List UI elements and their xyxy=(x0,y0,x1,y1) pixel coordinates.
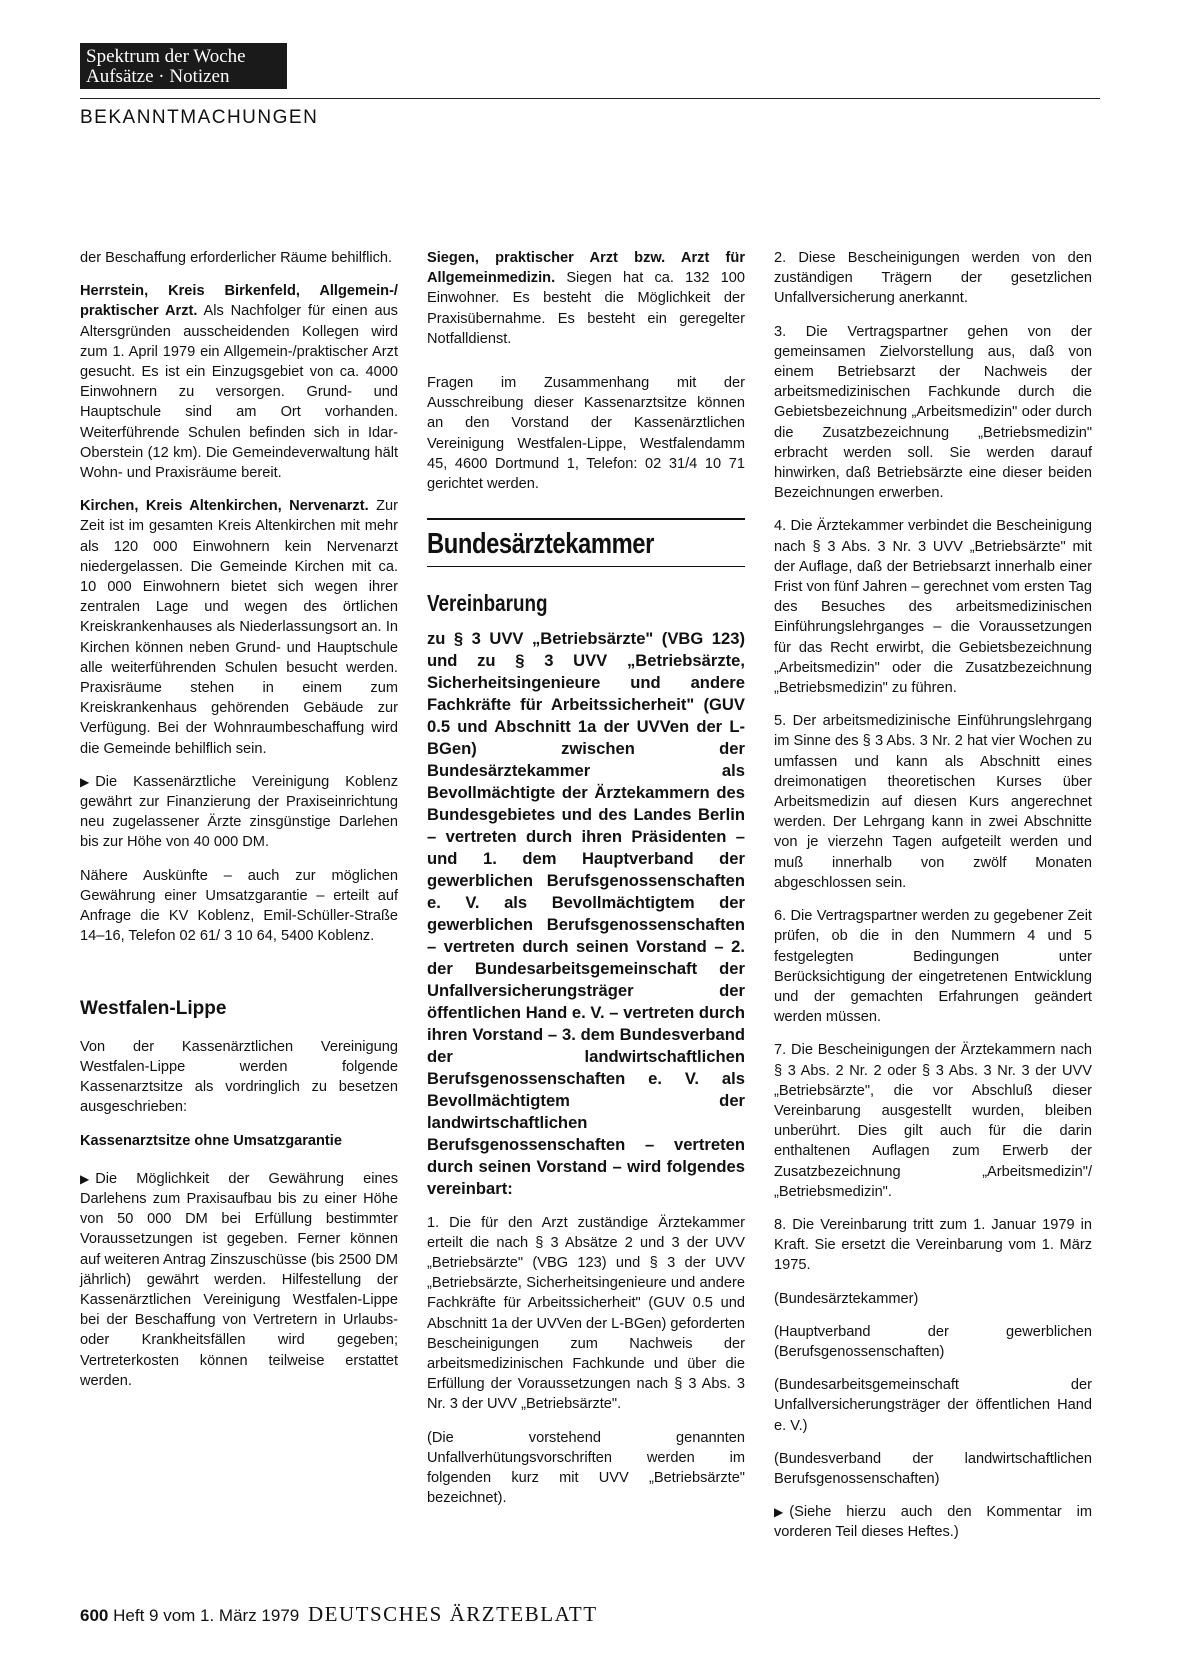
divider xyxy=(427,566,745,567)
lead-in: Siegen, praktischer Arzt bzw. Arzt für Allgemeinmedizin. xyxy=(427,250,745,287)
paragraph: 5. Der arbeitsmedizinische Einführungslehrgang im Sinne des § 3 Abs. 3 Nr. 2 hat vier Wochen zu umfassen und kann als Abschnitt eines dreimonatigen theoretischen Kurses über Arbeitsmedizin auf diesen Kurs angerechnet werden. Der Lehrgang kann in zwei Abschnitte von je vierzehn Tagen aufgeteilt werden und muß innerhalb von zwölf Monaten abgeschlossen sein. xyxy=(774,713,1092,891)
paragraph: 8. Die Vereinbarung tritt zum 1. Januar 1979 in Kraft. Sie ersetzt die Vereinbarung vom 1. März 1975. xyxy=(774,1216,1092,1274)
triangle-right-icon: ▶ xyxy=(80,774,90,789)
issue-info: Heft 9 vom 1. März 1979 xyxy=(113,1606,300,1625)
section-tag-line2: Aufsätze · Notizen xyxy=(86,66,230,87)
column-2 xyxy=(427,248,745,1521)
paragraph: ▶ Die Möglichkeit der Gewährung eines Darlehens zum Praxisaufbau bis zu einer Höhe von 50 000 DM bei Erfüllung bestimmter Voraussetzungen ist gegeben. Ferner können auf weiteren Antrag Zinszuschüsse (bis 2500 DM jährlich) gewährt werden. Hilfestellung der Kassenärztlichen Vereinigung Westfalen-Lippe bei der Beschaffung von Vertretern in Urlaubs- oder Krankheitsfällen wird gegeben; Vertreterkosten können teilweise erstattet werden. xyxy=(80,1170,398,1389)
paragraph: 2. Diese Bescheinigungen werden von den zuständigen Trägern der gesetzlichen Unfallversicherung anerkannt. xyxy=(774,250,1092,307)
article-title: Bundesärztekammer xyxy=(427,528,654,561)
paragraph: Herrstein, Kreis Birkenfeld, Allgemein-/ praktischer Arzt. Als Nachfolger für einen aus Altersgründen ausscheidenden Kollegen wird zum 1. April 1979 ein Allgemein-/praktischer Arzt gesucht. Es ist ein Einzugsgebiet von ca. 4000 Einwohnern zu versorgen. Grund- und Hauptschule sind am Ort vorhanden. Weiterführende Schulen befinden sich in Idar-Oberstein (12 km). Die Gemeindeverwaltung hält Wohn- und Praxisräume bereit. xyxy=(80,283,398,482)
paragraph: ▶ (Siehe hierzu auch den Kommentar im vorderen Teil dieses Heftes.) xyxy=(774,1504,1092,1541)
paragraph: 7. Die Bescheinigungen der Ärztekammern nach § 3 Abs. 2 Nr. 2 oder § 3 Abs. 3 Nr. 3 der UVV „Betriebsärzte", die vor Abschluß dieser Vereinbarung ausgestellt wurden, bleiben unberührt. Dies gilt auch für die darin enthaltenen Auflagen zum Erwerb der Zusatzbezeichnung „Arbeitsmedizin"/„Betriebsmedizin". xyxy=(774,1042,1092,1200)
header-rule xyxy=(80,98,1100,99)
paragraph: Kirchen, Kreis Altenkirchen, Nervenarzt. Zur Zeit ist im gesamten Kreis Altenkirchen mit mehr als 120 000 Einwohnern kein Nervenarzt niedergelassen. Die Gemeinde Kirchen mit ca. 10 000 Einwohnern bietet sich wegen ihrer zentralen Lage und wegen des örtlichen Kreiskrankenhauses als Niederlassungsort an. In Kirchen können neben Grund- und Hauptschule alle weiterführenden Schulen besucht werden. Praxisräume stehen in einem zum Kreiskrankenhaus gehörenden Gebäude zur Verfügung. Bei der Wohnraumbeschaffung wird die Gemeinde behilflich sein. xyxy=(80,498,398,757)
paragraph: ▶ Die Kassenärztliche Vereinigung Koblenz gewährt zur Finanzierung der Praxiseinrichtung neu zugelassener Ärzte zinsgünstige Darlehen bis zur Höhe von 40 000 DM. xyxy=(80,773,398,851)
heading-kassenarztsitze: Kassenarztsitze ohne Umsatzgarantie xyxy=(80,1132,342,1149)
divider xyxy=(427,518,745,520)
paragraph: 1. Die für den Arzt zuständige Ärztekammer erteilt die nach § 3 Absätze 2 und 3 der UVV „Betriebsärzte" (VBG 123) und § 3 der UVV „Betriebsärzte, Sicherheitsingenieure und andere Fachkräfte für Arbeitssicherheit" (GUV 0.5 und Abschnitt 1a der UVVen der L-BGen) geforderten Bescheinigungen zum Nachweis der arbeitsmedizinischen Fachkunde und über die Erfüllung der Voraussetzungen nach § 3 Abs. 3 Nr. 3 der UVV „Betriebsärzte". xyxy=(427,1214,746,1413)
page-number: 600 xyxy=(80,1606,109,1625)
paragraph: Von der Kassenärztlichen Vereinigung Westfalen-Lippe werden folgende Kassenarztsitze als vordringlich zu besetzen ausgeschrieben: xyxy=(80,1038,398,1116)
column-3 xyxy=(774,248,1092,1556)
paragraph: 3. Die Vertragspartner gehen von der gemeinsamen Zielvorstellung aus, daß von einem Betriebsarzt der Nachweis der arbeitsmedizinischen Fachkunde durch die Gebietsbezeichnung „Arbeitsmedizin" oder durch die Zusatzbezeichnung „Betriebsmedizin" erbracht werden soll. Sie werden darauf hinwirken, daß Betriebsärzte eine dieser beiden Bezeichnungen erwerben. xyxy=(774,323,1092,502)
article-subtitle: Vereinbarung xyxy=(427,590,548,617)
signatory: (Bundesärztekammer) xyxy=(774,1290,919,1307)
signatory: (Bundesarbeitsgemeinschaft der Unfallversicherungsträger der öffentlichen Hand e. V.) xyxy=(774,1377,1092,1434)
lead-in: Herrstein, Kreis Birkenfeld, Allgemein-/ praktischer Arzt. xyxy=(80,283,398,320)
section-title: BEKANNTMACHUNGEN xyxy=(80,107,319,128)
section-tag-line1: Spektrum der Woche xyxy=(86,46,246,67)
triangle-right-icon: ▶ xyxy=(80,1171,90,1186)
paragraph: 6. Die Vertragspartner werden zu gegebener Zeit prüfen, ob die in den Nummern 4 und 5 festgelegten Bedingungen unter Berücksichtigung der eingetretenen Entwicklung und der gemachten Erfahrungen geändert werden müssen. xyxy=(774,908,1092,1026)
paragraph: Nähere Auskünfte – auch zur möglichen Gewährung einer Umsatzgarantie – erteilt auf Anfrage die KV Koblenz, Emil-Schüller-Straße 14–16, Telefon 02 61/ 3 10 64, 5400 Koblenz. xyxy=(80,867,398,945)
page-footer xyxy=(80,1602,598,1627)
paragraph: 4. Die Ärztekammer verbindet die Bescheinigung nach § 3 Abs. 3 Nr. 3 UVV „Betriebsärzte" mit der Auflage, daß der Betriebsarzt innerhalb einer Frist von fünf Jahren – gerechnet vom ersten Tag des Besuches des arbeitsmedizinischen Einführungslehrganges – die Voraussetzungen für das Recht erwirbt, die Gebietsbezeichnung „Arbeitsmedizin" oder die Zusatzbezeichnung „Betriebsmedizin" zu führen. xyxy=(774,518,1092,697)
triangle-right-icon: ▶ xyxy=(774,1505,784,1520)
signatory: (Hauptverband der gewerblichen (Berufsgenossenschaften) xyxy=(774,1323,1092,1360)
lead-in: Kirchen, Kreis Altenkirchen, Nervenarzt. xyxy=(80,498,369,515)
journal-name: DEUTSCHES ÄRZTEBLATT xyxy=(307,1602,598,1626)
paragraph: Siegen, praktischer Arzt bzw. Arzt für Allgemeinmedizin. Siegen hat ca. 132 100 Einwohner. Es besteht die Möglichkeit der Praxisübernahme. Es besteht ein geregelter Notfalldienst. xyxy=(427,250,745,347)
section-tag xyxy=(80,43,287,89)
signatory: (Bundesverband der landwirtschaftlichen Berufsgenossenschaften) xyxy=(774,1450,1092,1487)
heading-westfalen: Westfalen-Lippe xyxy=(80,997,227,1019)
agreement-subject: zu § 3 UVV „Betriebsärzte" (VBG 123) und zu § 3 UVV „Betriebsärzte, Sicherheitsingenieure und andere Fachkräfte für Arbeitssicherheit" (GUV 0.5 und Abschnitt 1a der UVVen der L-BGen) zwischen der Bundesärztekammer als Bevollmächtigte der Ärztekammern des Bundesgebietes und des Landes Berlin – vertreten durch ihren Präsidenten – und 1. dem Hauptverband der gewerblichen Berufsgenossenschaften e. V. als Bevollmächtigtem der gewerblichen Berufsgenossenschaften – vertreten durch seinen Vorstand – 2. der Bundesarbeitsgemeinschaft der Unfallversicherungsträger der öffentlichen Hand e. V. – vertreten durch ihren Vorstand – 3. dem Bundesverband der landwirtschaftlichen Berufsgenossenschaften e. V. als Bevollmächtigtem der landwirtschaftlichen Berufsgenossenschaften – vertreten durch seinen Vorstand – wird folgendes vereinbart: xyxy=(427,628,745,1198)
paragraph: Fragen im Zusammenhang mit der Ausschreibung dieser Kassenarztsitze können an den Vorstand der Kassenärztlichen Vereinigung Westfalen-Lippe, Westfalendamm 45, 4600 Dortmund 1, Telefon: 02 31/4 10 71 gerichtet werden. xyxy=(427,375,745,493)
column-1 xyxy=(80,248,398,1404)
paragraph: der Beschaffung erforderlicher Räume behilflich. xyxy=(80,250,393,266)
paragraph: (Die vorstehend genannten Unfallverhütungsvorschriften werden im folgenden kurz mit UVV „Betriebsärzte" bezeichnet). xyxy=(427,1429,745,1507)
